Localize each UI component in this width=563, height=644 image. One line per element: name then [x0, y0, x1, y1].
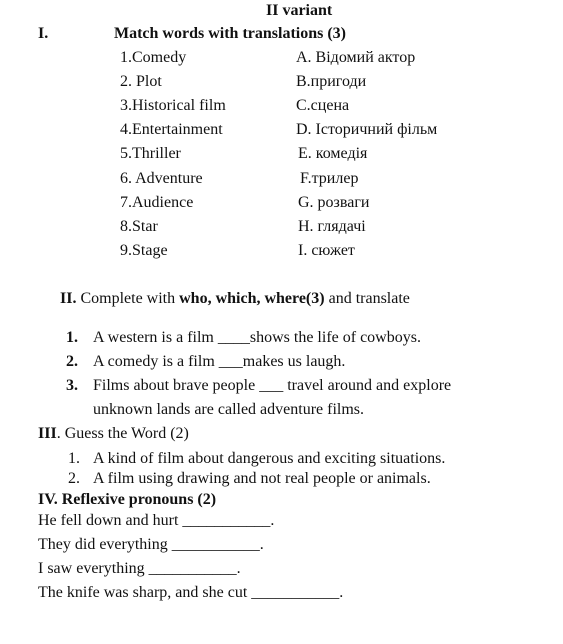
translation-item: D. Історичний фільм [296, 121, 438, 138]
pronoun-sentence [38, 559, 241, 579]
section-3-text: . Guess the Word (2) [56, 425, 189, 442]
sentence-end: . [270, 512, 275, 529]
word-item: 5.Thriller [120, 145, 181, 162]
section-2-numeral: II. [60, 290, 77, 307]
pronoun-sentence [38, 511, 274, 531]
translation-item: B.пригоди [296, 73, 367, 90]
fill-sentence [93, 328, 421, 348]
sentence-text: A western is a film [93, 329, 218, 346]
word-item: 8.Star [120, 218, 158, 235]
translation-item: A. Відомий актор [296, 49, 416, 66]
word-item: 9.Stage [120, 242, 168, 259]
item-number: 3. [66, 377, 78, 394]
answer-blank: ___________ [182, 512, 271, 529]
word-item: 6. Adventure [120, 170, 203, 187]
item-number: 1. [66, 329, 78, 346]
answer-blank: ____ [217, 329, 250, 346]
section-1-title: Match words with translations (3) [114, 25, 346, 42]
sentence-end: . [236, 560, 241, 577]
answer-blank: ___ [259, 377, 284, 394]
sentence-end: . [259, 536, 264, 553]
word-item: 2. Plot [120, 73, 162, 90]
section-3-title [38, 424, 189, 444]
section-2-suffix: and translate [328, 290, 410, 307]
translation-item: E. комедія [298, 145, 368, 162]
translation-item: F.трилер [300, 170, 359, 187]
translation-item: C.сцена [296, 97, 350, 114]
guess-clue: A film using drawing and not real people or animals. [93, 470, 431, 487]
section-2-keywords: who, which, where(3) [179, 290, 325, 307]
word-item: 3.Historical film [120, 97, 226, 114]
section-1-numeral: I. [38, 25, 49, 42]
sentence-text: They did everything [38, 536, 172, 553]
item-number: 1. [68, 450, 80, 467]
item-number: 2. [66, 353, 78, 370]
word-item: 4.Entertainment [120, 121, 223, 138]
item-number: 2. [68, 470, 80, 487]
sentence-continuation: unknown lands are called adventure films. [93, 401, 365, 418]
translation-item: H. глядачі [298, 218, 366, 235]
sentence-text: travel around and explore [283, 377, 452, 394]
sentence-text: He fell down and hurt [38, 512, 183, 529]
section-4-title: IV. Reflexive pronouns (2) [38, 491, 217, 508]
word-item: 1.Comedy [120, 49, 187, 66]
pronoun-sentence [38, 535, 264, 555]
answer-blank: ___ [218, 353, 243, 370]
answer-blank: ___________ [148, 560, 237, 577]
word-item: 7.Audience [120, 194, 194, 211]
sentence-text: The knife was sharp, and she cut [38, 584, 252, 601]
fill-sentence [93, 376, 451, 396]
sentence-text: I saw everything [38, 560, 149, 577]
section-2-title [60, 289, 410, 309]
sentence-end: . [339, 584, 344, 601]
answer-blank: ___________ [171, 536, 260, 553]
guess-clue: A kind of film about dangerous and exciting situations. [93, 450, 446, 467]
sentence-text: A comedy is a film [93, 353, 219, 370]
sentence-text: makes us laugh. [242, 353, 346, 370]
fill-sentence [93, 352, 345, 372]
translation-item: I. сюжет [298, 242, 355, 259]
answer-blank: ___________ [251, 584, 340, 601]
pronoun-sentence [38, 583, 343, 603]
translation-item: G. розваги [298, 194, 370, 211]
variant-heading: II variant [266, 2, 333, 19]
section-3-numeral: III [38, 425, 57, 442]
section-2-prefix: Complete with [80, 290, 176, 307]
sentence-text: Films about brave people [93, 377, 260, 394]
sentence-text: shows the life of cowboys. [249, 329, 421, 346]
